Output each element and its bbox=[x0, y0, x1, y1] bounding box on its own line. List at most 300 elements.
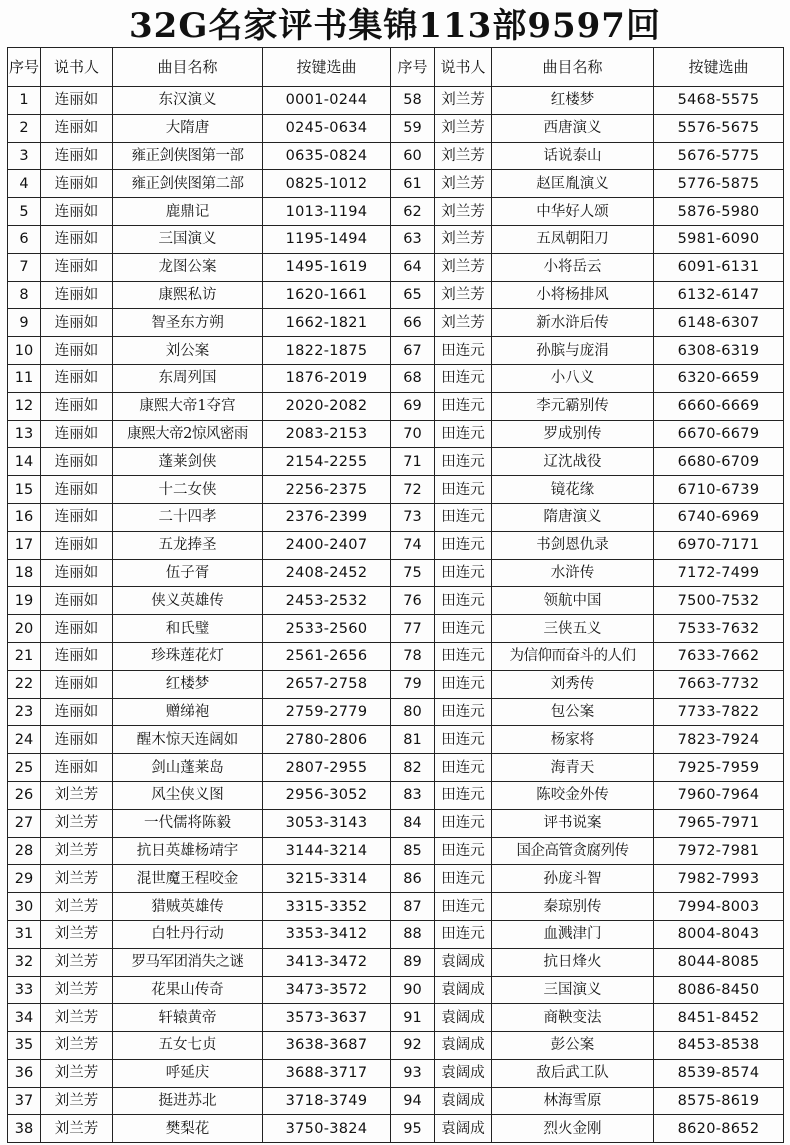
title-cell: 轩辕黄帝 bbox=[113, 1004, 263, 1032]
storyteller-cell: 田连元 bbox=[435, 337, 492, 365]
title-cell: 刘秀传 bbox=[492, 670, 654, 698]
key-range-cell: 2533-2560 bbox=[263, 615, 391, 643]
index-cell: 87 bbox=[391, 893, 435, 921]
storyteller-cell: 连丽如 bbox=[41, 754, 113, 782]
title-cell: 林海雪原 bbox=[492, 1087, 654, 1115]
index-cell: 91 bbox=[391, 1004, 435, 1032]
key-range-cell: 2453-2532 bbox=[263, 587, 391, 615]
key-range-cell: 8004-8043 bbox=[654, 920, 784, 948]
table-row bbox=[8, 364, 784, 392]
storyteller-cell: 连丽如 bbox=[41, 476, 113, 504]
key-range-cell: 6740-6969 bbox=[654, 503, 784, 531]
table-row bbox=[8, 726, 784, 754]
title-cell: 红楼梦 bbox=[113, 670, 263, 698]
key-range-cell: 0825-1012 bbox=[263, 170, 391, 198]
header-cell: 序号 bbox=[391, 48, 435, 87]
title-cell: 评书说案 bbox=[492, 809, 654, 837]
index-cell: 6 bbox=[8, 225, 41, 253]
title-cell: 猎贼英雄传 bbox=[113, 893, 263, 921]
table-row bbox=[8, 420, 784, 448]
index-cell: 11 bbox=[8, 364, 41, 392]
storyteller-cell: 袁阔成 bbox=[435, 1115, 492, 1143]
index-cell: 32 bbox=[8, 948, 41, 976]
title-cell: 敌后武工队 bbox=[492, 1059, 654, 1087]
header-cell: 按键选曲 bbox=[654, 48, 784, 87]
index-cell: 62 bbox=[391, 198, 435, 226]
key-range-cell: 2083-2153 bbox=[263, 420, 391, 448]
index-cell: 58 bbox=[391, 87, 435, 115]
index-cell: 22 bbox=[8, 670, 41, 698]
table-row bbox=[8, 670, 784, 698]
title-cell: 呼延庆 bbox=[113, 1059, 263, 1087]
title-cell: 康熙私访 bbox=[113, 281, 263, 309]
key-range-cell: 1620-1661 bbox=[263, 281, 391, 309]
title-cell: 赠绨袍 bbox=[113, 698, 263, 726]
key-range-cell: 3315-3352 bbox=[263, 893, 391, 921]
index-cell: 13 bbox=[8, 420, 41, 448]
index-cell: 78 bbox=[391, 642, 435, 670]
storyteller-cell: 田连元 bbox=[435, 448, 492, 476]
storyteller-cell: 袁阔成 bbox=[435, 1032, 492, 1060]
table-row bbox=[8, 865, 784, 893]
storyteller-cell: 田连元 bbox=[435, 476, 492, 504]
index-cell: 60 bbox=[391, 142, 435, 170]
key-range-cell: 5981-6090 bbox=[654, 225, 784, 253]
key-range-cell: 2561-2656 bbox=[263, 642, 391, 670]
storyteller-cell: 连丽如 bbox=[41, 253, 113, 281]
title-cell: 樊梨花 bbox=[113, 1115, 263, 1143]
title-cell: 雍正剑侠图第一部 bbox=[113, 142, 263, 170]
table-row bbox=[8, 781, 784, 809]
storyteller-cell: 田连元 bbox=[435, 559, 492, 587]
table-row bbox=[8, 1087, 784, 1115]
index-cell: 28 bbox=[8, 837, 41, 865]
title-cell: 东周列国 bbox=[113, 364, 263, 392]
storyteller-cell: 田连元 bbox=[435, 698, 492, 726]
key-range-cell: 5576-5675 bbox=[654, 114, 784, 142]
storyteller-cell: 连丽如 bbox=[41, 642, 113, 670]
key-range-cell: 6091-6131 bbox=[654, 253, 784, 281]
key-range-cell: 7994-8003 bbox=[654, 893, 784, 921]
table-row bbox=[8, 198, 784, 226]
table-row bbox=[8, 476, 784, 504]
key-range-cell: 6132-6147 bbox=[654, 281, 784, 309]
title-cell: 为信仰而奋斗的人们 bbox=[492, 642, 654, 670]
storyteller-catalog-table bbox=[7, 47, 784, 1143]
key-range-cell: 7533-7632 bbox=[654, 615, 784, 643]
storyteller-cell: 刘兰芳 bbox=[41, 1087, 113, 1115]
storyteller-cell: 田连元 bbox=[435, 809, 492, 837]
title-cell: 隋唐演义 bbox=[492, 503, 654, 531]
key-range-cell: 2154-2255 bbox=[263, 448, 391, 476]
storyteller-cell: 刘兰芳 bbox=[435, 170, 492, 198]
index-cell: 83 bbox=[391, 781, 435, 809]
title-cell: 混世魔王程咬金 bbox=[113, 865, 263, 893]
title-cell: 五龙捧圣 bbox=[113, 531, 263, 559]
storyteller-cell: 田连元 bbox=[435, 893, 492, 921]
title-cell: 挺进苏北 bbox=[113, 1087, 263, 1115]
storyteller-cell: 田连元 bbox=[435, 920, 492, 948]
title-cell: 雍正剑侠图第二部 bbox=[113, 170, 263, 198]
storyteller-cell: 田连元 bbox=[435, 865, 492, 893]
key-range-cell: 6308-6319 bbox=[654, 337, 784, 365]
header-cell: 曲目名称 bbox=[113, 48, 263, 87]
storyteller-cell: 刘兰芳 bbox=[41, 781, 113, 809]
title-cell: 大隋唐 bbox=[113, 114, 263, 142]
index-cell: 63 bbox=[391, 225, 435, 253]
title-cell: 康熙大帝2惊风密雨 bbox=[113, 420, 263, 448]
index-cell: 66 bbox=[391, 309, 435, 337]
index-cell: 34 bbox=[8, 1004, 41, 1032]
table-body bbox=[8, 87, 784, 1143]
title-cell: 红楼梦 bbox=[492, 87, 654, 115]
storyteller-cell: 田连元 bbox=[435, 392, 492, 420]
storyteller-cell: 连丽如 bbox=[41, 698, 113, 726]
title-cell: 一代儒将陈毅 bbox=[113, 809, 263, 837]
title-cell: 小八义 bbox=[492, 364, 654, 392]
index-cell: 2 bbox=[8, 114, 41, 142]
table-row bbox=[8, 1059, 784, 1087]
title-cell: 海青天 bbox=[492, 754, 654, 782]
title-cell: 鹿鼎记 bbox=[113, 198, 263, 226]
title-cell: 西唐演义 bbox=[492, 114, 654, 142]
title-cell: 珍珠莲花灯 bbox=[113, 642, 263, 670]
index-cell: 76 bbox=[391, 587, 435, 615]
storyteller-cell: 袁阔成 bbox=[435, 1087, 492, 1115]
index-cell: 88 bbox=[391, 920, 435, 948]
index-cell: 35 bbox=[8, 1032, 41, 1060]
storyteller-cell: 田连元 bbox=[435, 781, 492, 809]
table-row bbox=[8, 309, 784, 337]
table-row bbox=[8, 87, 784, 115]
title-cell: 龙图公案 bbox=[113, 253, 263, 281]
index-cell: 3 bbox=[8, 142, 41, 170]
title-cell: 商鞅变法 bbox=[492, 1004, 654, 1032]
index-cell: 84 bbox=[391, 809, 435, 837]
key-range-cell: 1822-1875 bbox=[263, 337, 391, 365]
table-row bbox=[8, 1032, 784, 1060]
index-cell: 26 bbox=[8, 781, 41, 809]
key-range-cell: 2408-2452 bbox=[263, 559, 391, 587]
storyteller-cell: 刘兰芳 bbox=[435, 281, 492, 309]
key-range-cell: 3053-3143 bbox=[263, 809, 391, 837]
storyteller-cell: 连丽如 bbox=[41, 503, 113, 531]
storyteller-cell: 袁阔成 bbox=[435, 948, 492, 976]
title-cell: 领航中国 bbox=[492, 587, 654, 615]
key-range-cell: 5876-5980 bbox=[654, 198, 784, 226]
storyteller-cell: 连丽如 bbox=[41, 87, 113, 115]
key-range-cell: 8451-8452 bbox=[654, 1004, 784, 1032]
header-cell: 曲目名称 bbox=[492, 48, 654, 87]
title-cell: 侠义英雄传 bbox=[113, 587, 263, 615]
table-row bbox=[8, 920, 784, 948]
storyteller-cell: 连丽如 bbox=[41, 114, 113, 142]
title-cell: 镜花缘 bbox=[492, 476, 654, 504]
header-cell: 序号 bbox=[8, 48, 41, 87]
storyteller-cell: 刘兰芳 bbox=[41, 976, 113, 1004]
index-cell: 65 bbox=[391, 281, 435, 309]
storyteller-cell: 连丽如 bbox=[41, 559, 113, 587]
storyteller-cell: 田连元 bbox=[435, 587, 492, 615]
key-range-cell: 7965-7971 bbox=[654, 809, 784, 837]
table-row bbox=[8, 837, 784, 865]
key-range-cell: 6320-6659 bbox=[654, 364, 784, 392]
table-row bbox=[8, 170, 784, 198]
key-range-cell: 2956-3052 bbox=[263, 781, 391, 809]
title-cell: 刘公案 bbox=[113, 337, 263, 365]
title-cell: 孙庞斗智 bbox=[492, 865, 654, 893]
index-cell: 86 bbox=[391, 865, 435, 893]
key-range-cell: 3353-3412 bbox=[263, 920, 391, 948]
title-cell: 十二女侠 bbox=[113, 476, 263, 504]
key-range-cell: 2807-2955 bbox=[263, 754, 391, 782]
storyteller-cell: 连丽如 bbox=[41, 142, 113, 170]
title-cell: 五凤朝阳刀 bbox=[492, 225, 654, 253]
key-range-cell: 2020-2082 bbox=[263, 392, 391, 420]
title-cell: 新水浒后传 bbox=[492, 309, 654, 337]
title-cell: 罗成别传 bbox=[492, 420, 654, 448]
index-cell: 90 bbox=[391, 976, 435, 1004]
index-cell: 38 bbox=[8, 1115, 41, 1143]
storyteller-cell: 袁阔成 bbox=[435, 1059, 492, 1087]
title-cell: 水浒传 bbox=[492, 559, 654, 587]
title-cell: 罗马军团消失之谜 bbox=[113, 948, 263, 976]
title-cell: 抗日烽火 bbox=[492, 948, 654, 976]
key-range-cell: 1195-1494 bbox=[263, 225, 391, 253]
index-cell: 27 bbox=[8, 809, 41, 837]
table-row bbox=[8, 448, 784, 476]
storyteller-cell: 连丽如 bbox=[41, 531, 113, 559]
table-row bbox=[8, 281, 784, 309]
index-cell: 5 bbox=[8, 198, 41, 226]
title-cell: 辽沈战役 bbox=[492, 448, 654, 476]
storyteller-cell: 田连元 bbox=[435, 837, 492, 865]
key-range-cell: 5676-5775 bbox=[654, 142, 784, 170]
index-cell: 15 bbox=[8, 476, 41, 504]
storyteller-cell: 刘兰芳 bbox=[41, 1004, 113, 1032]
table-row bbox=[8, 392, 784, 420]
title-cell: 小将岳云 bbox=[492, 253, 654, 281]
table-row bbox=[8, 1115, 784, 1143]
index-cell: 25 bbox=[8, 754, 41, 782]
header-cell: 说书人 bbox=[41, 48, 113, 87]
storyteller-cell: 连丽如 bbox=[41, 198, 113, 226]
title-cell: 杨家将 bbox=[492, 726, 654, 754]
index-cell: 61 bbox=[391, 170, 435, 198]
storyteller-cell: 连丽如 bbox=[41, 420, 113, 448]
title-cell: 李元霸别传 bbox=[492, 392, 654, 420]
key-range-cell: 3473-3572 bbox=[263, 976, 391, 1004]
storyteller-cell: 田连元 bbox=[435, 754, 492, 782]
title-cell: 血溅津门 bbox=[492, 920, 654, 948]
table-row bbox=[8, 337, 784, 365]
key-range-cell: 2759-2779 bbox=[263, 698, 391, 726]
index-cell: 17 bbox=[8, 531, 41, 559]
key-range-cell: 3638-3687 bbox=[263, 1032, 391, 1060]
header-row bbox=[8, 48, 784, 87]
index-cell: 9 bbox=[8, 309, 41, 337]
key-range-cell: 0001-0244 bbox=[263, 87, 391, 115]
index-cell: 12 bbox=[8, 392, 41, 420]
storyteller-cell: 刘兰芳 bbox=[435, 309, 492, 337]
storyteller-cell: 袁阔成 bbox=[435, 1004, 492, 1032]
key-range-cell: 5776-5875 bbox=[654, 170, 784, 198]
index-cell: 33 bbox=[8, 976, 41, 1004]
key-range-cell: 5468-5575 bbox=[654, 87, 784, 115]
index-cell: 7 bbox=[8, 253, 41, 281]
title-cell: 话说泰山 bbox=[492, 142, 654, 170]
index-cell: 92 bbox=[391, 1032, 435, 1060]
table-row bbox=[8, 531, 784, 559]
key-range-cell: 8575-8619 bbox=[654, 1087, 784, 1115]
storyteller-cell: 田连元 bbox=[435, 503, 492, 531]
title-cell: 陈咬金外传 bbox=[492, 781, 654, 809]
title-cell: 烈火金刚 bbox=[492, 1115, 654, 1143]
storyteller-cell: 刘兰芳 bbox=[41, 1059, 113, 1087]
table-row bbox=[8, 948, 784, 976]
index-cell: 14 bbox=[8, 448, 41, 476]
title-cell: 赵匡胤演义 bbox=[492, 170, 654, 198]
table-row bbox=[8, 893, 784, 921]
index-cell: 16 bbox=[8, 503, 41, 531]
index-cell: 18 bbox=[8, 559, 41, 587]
storyteller-cell: 连丽如 bbox=[41, 309, 113, 337]
title-cell: 白牡丹行动 bbox=[113, 920, 263, 948]
key-range-cell: 6148-6307 bbox=[654, 309, 784, 337]
index-cell: 70 bbox=[391, 420, 435, 448]
title-cell: 小将杨排风 bbox=[492, 281, 654, 309]
key-range-cell: 8086-8450 bbox=[654, 976, 784, 1004]
index-cell: 36 bbox=[8, 1059, 41, 1087]
key-range-cell: 7733-7822 bbox=[654, 698, 784, 726]
storyteller-cell: 连丽如 bbox=[41, 281, 113, 309]
key-range-cell: 2657-2758 bbox=[263, 670, 391, 698]
storyteller-cell: 田连元 bbox=[435, 531, 492, 559]
title-cell: 三侠五义 bbox=[492, 615, 654, 643]
index-cell: 69 bbox=[391, 392, 435, 420]
table-row bbox=[8, 253, 784, 281]
key-range-cell: 8539-8574 bbox=[654, 1059, 784, 1087]
index-cell: 71 bbox=[391, 448, 435, 476]
storyteller-cell: 连丽如 bbox=[41, 392, 113, 420]
key-range-cell: 7972-7981 bbox=[654, 837, 784, 865]
key-range-cell: 6680-6709 bbox=[654, 448, 784, 476]
index-cell: 74 bbox=[391, 531, 435, 559]
index-cell: 37 bbox=[8, 1087, 41, 1115]
storyteller-cell: 刘兰芳 bbox=[435, 142, 492, 170]
key-range-cell: 7960-7964 bbox=[654, 781, 784, 809]
table-row bbox=[8, 809, 784, 837]
index-cell: 73 bbox=[391, 503, 435, 531]
storyteller-cell: 刘兰芳 bbox=[435, 114, 492, 142]
storyteller-cell: 刘兰芳 bbox=[41, 837, 113, 865]
index-cell: 89 bbox=[391, 948, 435, 976]
storyteller-cell: 连丽如 bbox=[41, 337, 113, 365]
index-cell: 20 bbox=[8, 615, 41, 643]
key-range-cell: 1662-1821 bbox=[263, 309, 391, 337]
storyteller-cell: 刘兰芳 bbox=[435, 225, 492, 253]
title-cell: 三国演义 bbox=[492, 976, 654, 1004]
key-range-cell: 2780-2806 bbox=[263, 726, 391, 754]
storyteller-cell: 田连元 bbox=[435, 364, 492, 392]
storyteller-cell: 连丽如 bbox=[41, 364, 113, 392]
index-cell: 29 bbox=[8, 865, 41, 893]
table-row bbox=[8, 559, 784, 587]
table-row bbox=[8, 225, 784, 253]
key-range-cell: 7663-7732 bbox=[654, 670, 784, 698]
table-row bbox=[8, 142, 784, 170]
index-cell: 30 bbox=[8, 893, 41, 921]
storyteller-cell: 连丽如 bbox=[41, 587, 113, 615]
index-cell: 21 bbox=[8, 642, 41, 670]
index-cell: 75 bbox=[391, 559, 435, 587]
title-cell: 剑山蓬莱岛 bbox=[113, 754, 263, 782]
storyteller-cell: 田连元 bbox=[435, 642, 492, 670]
title-cell: 书剑恩仇录 bbox=[492, 531, 654, 559]
key-range-cell: 7982-7993 bbox=[654, 865, 784, 893]
key-range-cell: 1876-2019 bbox=[263, 364, 391, 392]
storyteller-cell: 刘兰芳 bbox=[435, 253, 492, 281]
storyteller-cell: 刘兰芳 bbox=[41, 1115, 113, 1143]
key-range-cell: 2256-2375 bbox=[263, 476, 391, 504]
key-range-cell: 8453-8538 bbox=[654, 1032, 784, 1060]
storyteller-cell: 连丽如 bbox=[41, 448, 113, 476]
key-range-cell: 6670-6679 bbox=[654, 420, 784, 448]
title-cell: 智圣东方朔 bbox=[113, 309, 263, 337]
title-cell: 抗日英雄杨靖宇 bbox=[113, 837, 263, 865]
key-range-cell: 1013-1194 bbox=[263, 198, 391, 226]
storyteller-cell: 田连元 bbox=[435, 726, 492, 754]
title-cell: 国企高管贪腐列传 bbox=[492, 837, 654, 865]
key-range-cell: 3215-3314 bbox=[263, 865, 391, 893]
index-cell: 31 bbox=[8, 920, 41, 948]
title-cell: 康熙大帝1夺宫 bbox=[113, 392, 263, 420]
title-cell: 彭公案 bbox=[492, 1032, 654, 1060]
index-cell: 67 bbox=[391, 337, 435, 365]
index-cell: 8 bbox=[8, 281, 41, 309]
index-cell: 80 bbox=[391, 698, 435, 726]
key-range-cell: 3573-3637 bbox=[263, 1004, 391, 1032]
index-cell: 82 bbox=[391, 754, 435, 782]
index-cell: 95 bbox=[391, 1115, 435, 1143]
index-cell: 59 bbox=[391, 114, 435, 142]
key-range-cell: 8044-8085 bbox=[654, 948, 784, 976]
key-range-cell: 2376-2399 bbox=[263, 503, 391, 531]
table-row bbox=[8, 114, 784, 142]
storyteller-cell: 刘兰芳 bbox=[435, 198, 492, 226]
title-cell: 包公案 bbox=[492, 698, 654, 726]
index-cell: 1 bbox=[8, 87, 41, 115]
storyteller-cell: 刘兰芳 bbox=[41, 893, 113, 921]
title-cell: 秦琼别传 bbox=[492, 893, 654, 921]
index-cell: 94 bbox=[391, 1087, 435, 1115]
title-cell: 三国演义 bbox=[113, 225, 263, 253]
key-range-cell: 0245-0634 bbox=[263, 114, 391, 142]
table-row bbox=[8, 503, 784, 531]
key-range-cell: 3688-3717 bbox=[263, 1059, 391, 1087]
index-cell: 85 bbox=[391, 837, 435, 865]
storyteller-cell: 袁阔成 bbox=[435, 976, 492, 1004]
key-range-cell: 7823-7924 bbox=[654, 726, 784, 754]
key-range-cell: 7500-7532 bbox=[654, 587, 784, 615]
table-row bbox=[8, 615, 784, 643]
table-row bbox=[8, 754, 784, 782]
storyteller-cell: 连丽如 bbox=[41, 726, 113, 754]
index-cell: 23 bbox=[8, 698, 41, 726]
title-cell: 和氏璧 bbox=[113, 615, 263, 643]
storyteller-cell: 田连元 bbox=[435, 615, 492, 643]
index-cell: 24 bbox=[8, 726, 41, 754]
